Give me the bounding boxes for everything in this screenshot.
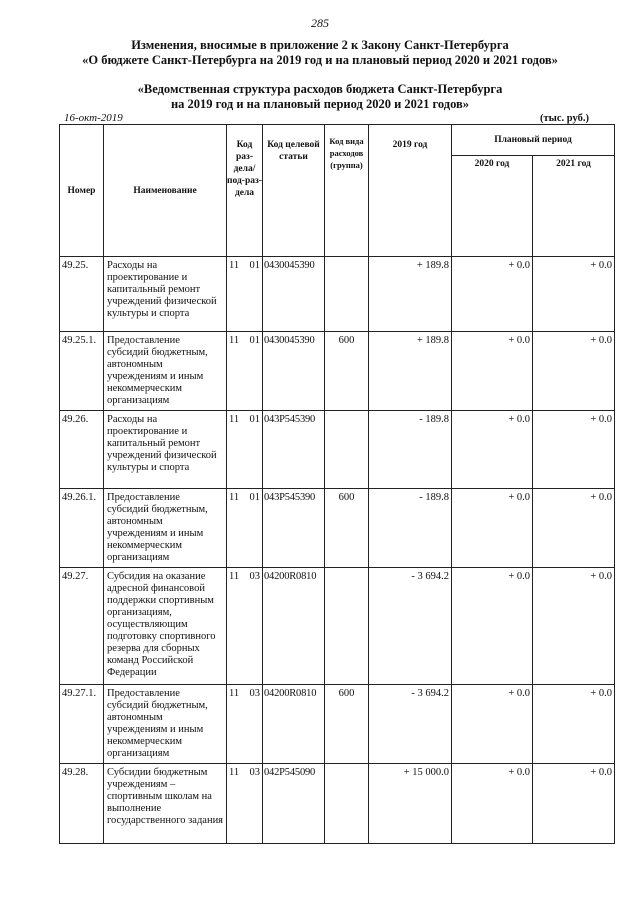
subsection-code: 03 bbox=[249, 688, 260, 699]
table-row bbox=[60, 764, 615, 844]
row-2021: + 0.0 bbox=[533, 685, 615, 764]
row-number: 49.25.1. bbox=[60, 332, 104, 411]
table-row bbox=[60, 257, 615, 332]
row-2021: + 0.0 bbox=[533, 568, 615, 685]
row-number: 49.27. bbox=[60, 568, 104, 685]
row-target-code: 0430045390 bbox=[263, 332, 325, 411]
table-row bbox=[60, 332, 615, 411]
row-number: 49.27.1. bbox=[60, 685, 104, 764]
row-target-code: 04200R0810 bbox=[263, 685, 325, 764]
subsection-code: 01 bbox=[249, 335, 260, 346]
row-2019: - 189.8 bbox=[369, 411, 452, 489]
row-target-code: 043Р545390 bbox=[263, 489, 325, 568]
document-date: 16-окт-2019 bbox=[64, 112, 123, 124]
row-section-code bbox=[227, 332, 263, 411]
row-kind-code: 600 bbox=[325, 332, 369, 411]
section-code: 11 bbox=[229, 767, 240, 778]
section-code: 11 bbox=[229, 260, 240, 271]
col-2020: 2020 год bbox=[452, 156, 533, 257]
row-2020: + 0.0 bbox=[452, 489, 533, 568]
row-2020: + 0.0 bbox=[452, 257, 533, 332]
row-2020: + 0.0 bbox=[452, 332, 533, 411]
row-2019: - 3 694.2 bbox=[369, 568, 452, 685]
row-target-code: 043Р545390 bbox=[263, 411, 325, 489]
col-name: Наименование bbox=[104, 125, 227, 257]
table-title: «Ведомственная структура расходов бюджета Санкт-Петербурга на 2019 год и на плановый период 2020 и 2021 годов» bbox=[137, 82, 503, 111]
col-target: Код целевой статьи bbox=[263, 125, 325, 257]
row-section-code bbox=[227, 257, 263, 332]
row-section-code bbox=[227, 764, 263, 844]
row-kind-code: 600 bbox=[325, 685, 369, 764]
row-2020: + 0.0 bbox=[452, 411, 533, 489]
row-2021: + 0.0 bbox=[533, 411, 615, 489]
section-code: 11 bbox=[229, 571, 240, 582]
row-2021: + 0.0 bbox=[533, 332, 615, 411]
row-section-code bbox=[227, 685, 263, 764]
page-number: 285 bbox=[311, 16, 329, 30]
row-section-code bbox=[227, 568, 263, 685]
row-kind-code bbox=[325, 764, 369, 844]
subsection-code: 01 bbox=[249, 260, 260, 271]
section-code: 11 bbox=[229, 414, 240, 425]
row-kind-code bbox=[325, 411, 369, 489]
document-title: Изменения, вносимые в приложение 2 к Закону Санкт-Петербурга «О бюджете Санкт-Петербурга на 2019 год и на плановый период 2020 и 2021 годов» bbox=[82, 38, 558, 67]
row-name: Предоставление субсидий бюджетным, автономным учреждениям и иным некоммерческим организациям bbox=[104, 685, 227, 764]
row-2019: - 189.8 bbox=[369, 489, 452, 568]
subsection-code: 01 bbox=[249, 414, 260, 425]
row-number: 49.26.1. bbox=[60, 489, 104, 568]
row-2020: + 0.0 bbox=[452, 568, 533, 685]
table-row bbox=[60, 685, 615, 764]
table-row bbox=[60, 568, 615, 685]
row-2021: + 0.0 bbox=[533, 489, 615, 568]
expenditure-table bbox=[59, 124, 615, 844]
row-name: Предоставление субсидий бюджетным, автономным учреждениям и иным некоммерческим организациям bbox=[104, 489, 227, 568]
row-2019: + 189.8 bbox=[369, 332, 452, 411]
row-name: Субсидии бюджетным учреждениям – спортивным школам на выполнение государственного задания bbox=[104, 764, 227, 844]
row-kind-code bbox=[325, 257, 369, 332]
section-code: 11 bbox=[229, 492, 240, 503]
col-section: Код раз-дела/ под-раз-дела bbox=[227, 125, 263, 257]
row-name: Предоставление субсидий бюджетным, автономным учреждениям и иным некоммерческим организациям bbox=[104, 332, 227, 411]
row-number: 49.25. bbox=[60, 257, 104, 332]
col-2019: 2019 год bbox=[369, 125, 452, 257]
col-kind: Код вида расходов (группа) bbox=[325, 125, 369, 257]
row-number: 49.26. bbox=[60, 411, 104, 489]
row-section-code bbox=[227, 489, 263, 568]
section-code: 11 bbox=[229, 335, 240, 346]
table-row bbox=[60, 411, 615, 489]
row-2020: + 0.0 bbox=[452, 764, 533, 844]
row-target-code: 0430045390 bbox=[263, 257, 325, 332]
subsection-code: 03 bbox=[249, 767, 260, 778]
row-2019: - 3 694.2 bbox=[369, 685, 452, 764]
col-plan: Плановый период bbox=[452, 125, 615, 156]
row-kind-code bbox=[325, 568, 369, 685]
col-2021: 2021 год bbox=[533, 156, 615, 257]
units-label: (тыс. руб.) bbox=[540, 113, 589, 124]
row-number: 49.28. bbox=[60, 764, 104, 844]
row-2020: + 0.0 bbox=[452, 685, 533, 764]
row-name: Расходы на проектирование и капитальный ремонт учреждений физической культуры и спорта bbox=[104, 257, 227, 332]
subsection-code: 03 bbox=[249, 571, 260, 582]
row-target-code: 042Р545090 bbox=[263, 764, 325, 844]
row-2019: + 189.8 bbox=[369, 257, 452, 332]
row-name: Расходы на проектирование и капитальный ремонт учреждений физической культуры и спорта bbox=[104, 411, 227, 489]
subsection-code: 01 bbox=[249, 492, 260, 503]
row-2021: + 0.0 bbox=[533, 257, 615, 332]
row-2021: + 0.0 bbox=[533, 764, 615, 844]
section-code: 11 bbox=[229, 688, 240, 699]
row-2019: + 15 000.0 bbox=[369, 764, 452, 844]
col-number: Номер bbox=[60, 125, 104, 257]
row-target-code: 04200R0810 bbox=[263, 568, 325, 685]
row-section-code bbox=[227, 411, 263, 489]
row-kind-code: 600 bbox=[325, 489, 369, 568]
table-row bbox=[60, 489, 615, 568]
row-name: Субсидия на оказание адресной финансовой поддержки спортивным организациям, осуществляющим подготовку спортивного резерва для сборных команд Российской Федерации bbox=[104, 568, 227, 685]
